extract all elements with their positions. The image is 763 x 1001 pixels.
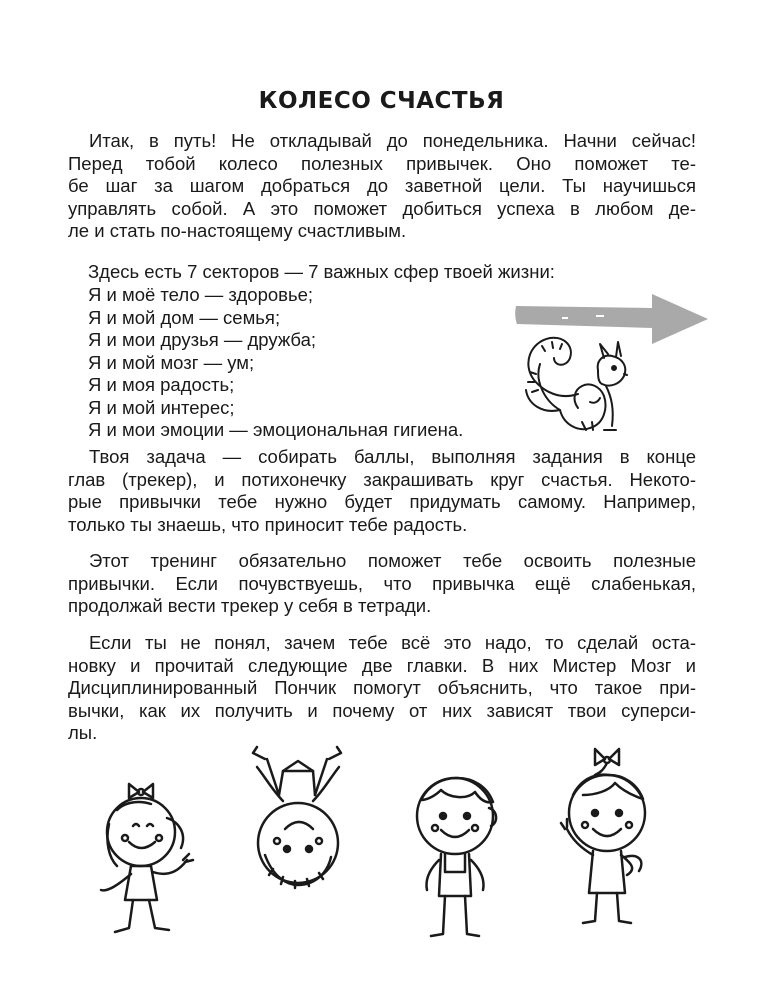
closing-line: Если ты не понял, зачем тебе всё это надо, то сделай оста- [89, 632, 696, 653]
closing-line: Дисциплинированный Пончик помогут объяснить, что такое при- [68, 677, 696, 698]
intro-line: Перед тобой колесо полезных привычек. Оно поможет те- [68, 152, 696, 174]
sector-item: Я и мои эмоции — эмоциональная гигиена. [88, 419, 464, 440]
sectors-items [88, 284, 463, 442]
sector-item: Я и мой дом — семья; [88, 306, 281, 328]
sectors-list [88, 261, 555, 284]
sector-item: Я и моя радость; [88, 374, 235, 395]
intro-line: Итак, в путь! Не откладывай до понедельника. Начни сейчас! [89, 130, 696, 151]
page-title: КОЛЕСО СЧАСТЬЯ [258, 88, 505, 114]
upside-down-kid-illustration [243, 745, 353, 910]
task-paragraph [68, 446, 696, 536]
intro-line: ле и стать по-настоящему счастливым. [68, 220, 407, 241]
boy-standing-illustration [405, 770, 515, 960]
sectors-heading: Здесь есть 7 секторов — 7 важных сфер твоей жизни: [88, 261, 555, 282]
training-line: Этот тренинг обязательно поможет тебе освоить полезные [89, 550, 696, 571]
sector-item: Я и мои друзья — дружба; [88, 329, 317, 350]
training-line: привычки. Если почувствуешь, что привычка ещё слабенькая, [68, 572, 696, 594]
sector-item: Я и мой интерес; [88, 396, 235, 418]
sector-item: Я и мой мозг — ум; [88, 351, 255, 373]
girl-waving-illustration [555, 743, 670, 943]
closing-line: лы. [68, 722, 98, 743]
girl-with-bow-illustration [95, 782, 210, 952]
squirrel-illustration [520, 330, 635, 438]
task-line: только ты знаешь, что приносит тебе радость. [68, 513, 468, 535]
sector-item: Я и моё тело — здоровье; [88, 284, 314, 305]
closing-line: новку и прочитай следующие две главки. В них Мистер Мозг и [68, 654, 696, 676]
training-line: продолжай вести трекер у себя в тетради. [68, 595, 432, 616]
intro-line: бе шаг за шагом добраться до заветной цели. Ты научишься [68, 175, 696, 196]
closing-paragraph [68, 632, 696, 745]
intro-paragraph [68, 130, 696, 243]
training-paragraph [68, 550, 696, 618]
task-line: глав (трекер), и потихонечку закрашивать круг счастья. Некото- [68, 468, 696, 490]
closing-line: вычки, как их получить и почему от них зависят твои суперси- [68, 699, 696, 721]
intro-line: управлять собой. А это поможет добиться успеха в любом де- [68, 197, 696, 219]
task-line: рые привычки тебе нужно будет придумать самому. Например, [68, 491, 696, 512]
task-line: Твоя задача — собирать баллы, выполняя задания в конце [89, 446, 696, 467]
